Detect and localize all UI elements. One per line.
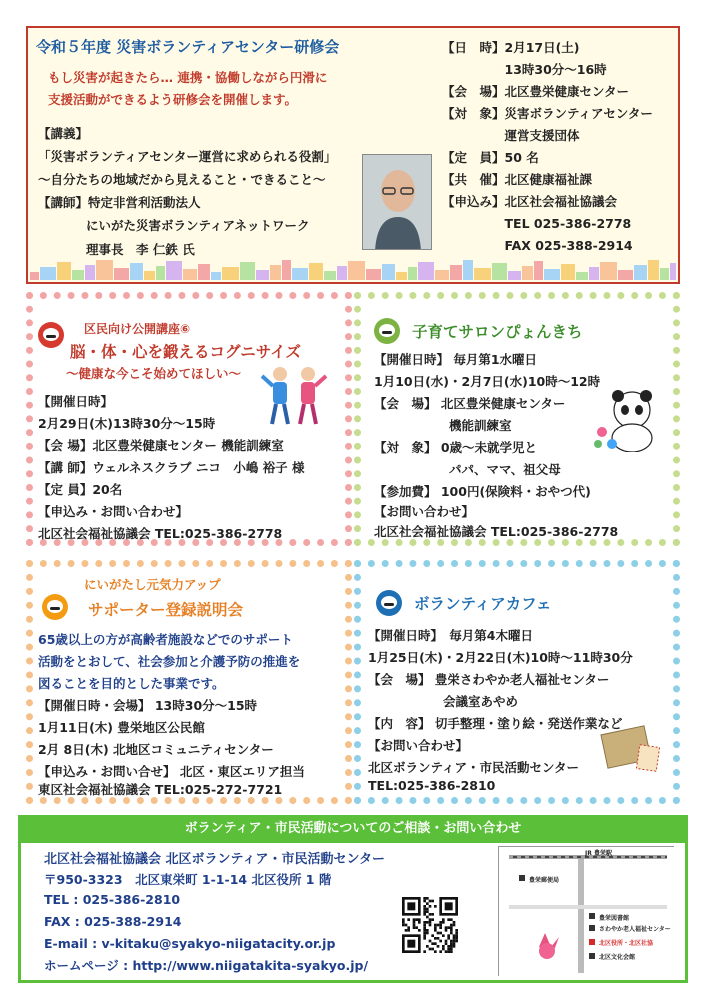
qr-code-icon[interactable] (402, 897, 458, 953)
daruma-icon (374, 318, 400, 344)
town-building (256, 270, 269, 280)
town-building (418, 262, 434, 280)
town-building (337, 266, 347, 280)
cognicise-line: 北区社会福祉協議会 TEL:025-386-2778 (38, 526, 283, 541)
info-line: 【申込み】北区社会福祉協議会 (442, 194, 618, 209)
volunteer-cafe-title: ボランティアカフェ (414, 595, 552, 613)
map-label: 豊栄図書館 (599, 915, 630, 922)
cafe-line: 【内 容】 切手整理・塗り絵・発送作業など (368, 716, 623, 731)
town-building (618, 270, 633, 280)
daruma-icon (38, 322, 64, 348)
exercise-people-icon (258, 364, 330, 428)
supporter-line: 【申込み・お問い合せ】 北区・東区エリア担当 (38, 764, 305, 779)
town-building (270, 265, 281, 280)
town-building (240, 262, 255, 280)
town-building (156, 266, 165, 280)
town-building (561, 264, 575, 280)
info-line: 【定 員】50 名 (442, 150, 539, 165)
contact-address: 〒950-3323 北区東栄町 1-1-14 北区役所 1 階 (44, 872, 332, 887)
panda-icon (592, 388, 666, 452)
cognicise-line: 【講 師】ウェルネスクラブ ニコ 小嶋 裕子 様 (38, 460, 305, 475)
town-building (670, 263, 676, 280)
info-line: 【共 催】北区健康福祉課 (442, 172, 593, 187)
map-label: 豊栄郵便局 (529, 877, 560, 884)
lecturer-org: にいがた災害ボランティアネットワーク (86, 218, 310, 233)
salon-line: 北区社会福祉協議会 TEL:025-386-2778 (374, 524, 619, 539)
town-building (348, 261, 365, 280)
lecturer-label: 【講師】特定非営利活動法人 (38, 195, 201, 210)
supporter-line: 65歳以上の方が高齢者施設などでのサポート (38, 632, 293, 647)
salon-line: 【開催日時】 毎月第1水曜日 (374, 352, 538, 367)
town-building (96, 260, 113, 280)
town-building (544, 269, 560, 280)
cafe-line: 1月25日(木)・2月22日(木)10時～11時30分 (368, 650, 633, 665)
town-building (508, 271, 521, 280)
info-line: 運営支援団体 (442, 128, 580, 143)
map-label: さわやか老人福祉センター (599, 926, 671, 933)
contact-header: ボランティア・市民活動についてのご相談・お問い合わせ (18, 815, 688, 843)
info-line: 【対 象】災害ボランティアセンター (442, 106, 653, 121)
supporter-line: 活動をとおして、社会参加と介護予防の推進を (38, 654, 301, 669)
town-building (634, 265, 647, 280)
cognicise-line: 2月29日(木)13時30分～15時 (38, 416, 216, 431)
info-line: FAX 025-388-2914 (442, 238, 633, 253)
lecturer-name: 理事長 李 仁鉄 氏 (86, 242, 195, 257)
cafe-line: TEL:025-386-2810 (368, 778, 496, 793)
daruma-icon (42, 594, 68, 620)
seminar-details (0, 0, 705, 300)
town-building (309, 263, 323, 280)
cognicise-line: 【会 場】北区豊栄健康センター 機能訓練室 (38, 438, 284, 453)
salon-line: 【お問い合わせ】 (374, 504, 475, 519)
daruma-icon (376, 590, 402, 616)
contact-tel: TEL : 025-386-2810 (44, 892, 181, 907)
cafe-line: 【会 場】 豊栄さわやか老人福祉センター (368, 672, 610, 687)
cafe-line: 会議室あやめ (368, 694, 519, 709)
map-label: 北区役所・北区社協 (599, 940, 654, 947)
seminar-lead-line-2: 支援活動ができるよう研修会を開催します。 (48, 92, 298, 107)
salon-line: パパ、ママ、祖父母 (374, 462, 561, 477)
location-map (498, 846, 674, 976)
town-illustration (30, 258, 676, 280)
envelope-stamp-icon (600, 720, 664, 776)
salon-line: 【対 象】 0歳～未就学児と (374, 440, 538, 455)
town-building (474, 268, 491, 280)
info-line: 【会 場】北区豊栄健康センター (442, 84, 630, 99)
town-building (648, 260, 659, 280)
supporter-line: 2月 8日(木) 北地区コミュニティセンター (38, 742, 274, 757)
town-building (57, 262, 71, 280)
lecture-subtitle: ～自分たちの地域だから見えること・できること～ (38, 172, 326, 187)
town-building (408, 267, 417, 280)
supporter-line: 東区社会福祉協議会 TEL:025-272-7721 (38, 782, 283, 797)
cafe-line: 【開催日時】 毎月第4木曜日 (368, 628, 533, 643)
cognicise-subtitle: ～健康な今こそ始めてほしい～ (66, 366, 242, 381)
salon-line: 1月10日(水)・2月7日(水)10時～12時 (374, 374, 601, 389)
contact-fax: FAX : 025-388-2914 (44, 914, 182, 929)
town-building (660, 268, 669, 280)
town-building (492, 263, 507, 280)
salon-line: 【参加費】 100円(保険料・おやつ代) (374, 484, 591, 499)
town-building (144, 271, 155, 280)
contact-website-link[interactable]: ホームページ : http://www.niigatakita-syakyo.jp/ (44, 958, 369, 973)
town-building (222, 267, 239, 280)
supporter-line: 図ることを目的とした事業です。 (38, 676, 225, 691)
town-building (40, 267, 56, 280)
salon-line: 【会 場】 北区豊栄健康センター (374, 396, 566, 411)
cognicise-line: 【定 員】20名 (38, 482, 123, 497)
town-building (435, 270, 449, 280)
info-line: TEL 025-386-2778 (442, 216, 632, 231)
salon-title: 子育てサロンぴょんきち (412, 323, 583, 341)
supporter-line: 【開催日時・会場】 13時30分～15時 (38, 698, 258, 713)
town-building (85, 265, 95, 280)
supporter-line: 1月11日(木) 豊栄地区公民館 (38, 720, 205, 735)
town-building (198, 264, 210, 280)
town-building (396, 272, 407, 280)
lecture-title: 「災害ボランティアセンター運営に求められる役割」 (38, 149, 337, 164)
lecture-label: 【講義】 (38, 126, 89, 141)
seminar-lead-line-1: もし災害が起きたら… 連携・協働しながら円滑に (48, 70, 328, 85)
town-building (589, 267, 599, 280)
town-building (211, 272, 221, 280)
salon-line: 機能訓練室 (374, 418, 512, 433)
town-building (292, 268, 308, 280)
town-building (382, 264, 395, 280)
supporter-title: サポーター登録説明会 (88, 601, 244, 619)
cafe-line: 北区ボランティア・市民活動センター (368, 760, 580, 775)
town-building (600, 262, 617, 280)
info-line: 13時30分～16時 (442, 62, 607, 77)
supporter-tag: にいがたし元気力アップ (84, 577, 221, 592)
town-building (114, 268, 129, 280)
town-building (72, 270, 84, 280)
cognicise-title: 脳・体・心を鍛えるコグニサイズ (70, 343, 301, 361)
town-building (522, 266, 533, 280)
town-building (183, 269, 197, 280)
town-building (130, 263, 143, 280)
cognicise-line: 【申込み・お問い合わせ】 (38, 504, 189, 519)
town-building (366, 269, 381, 280)
map-label: 北区文化会館 (599, 954, 636, 961)
contact-email-link[interactable]: E-mail : v-kitaku@syakyo-niigatacity.or.jp (44, 936, 336, 951)
town-building (576, 272, 588, 280)
town-building (30, 272, 39, 280)
seminar-title: 令和５年度 災害ボランティアセンター研修会 (36, 38, 340, 56)
map-label: JR 豊栄駅 (585, 850, 612, 857)
contact-org: 北区社会福祉協議会 北区ボランティア・市民活動センター (44, 852, 385, 867)
town-building (534, 261, 543, 280)
town-building (463, 260, 473, 280)
lecture-series-tag: 区民向け公開講座⑥ (84, 322, 191, 336)
cognicise-line: 【開催日時】 (38, 394, 114, 409)
town-building (450, 265, 462, 280)
town-building (282, 260, 291, 280)
cafe-line: 【お問い合わせ】 (368, 738, 469, 753)
town-building (166, 261, 182, 280)
info-line: 【日 時】2月17日(土) (442, 40, 580, 55)
town-building (324, 271, 336, 280)
